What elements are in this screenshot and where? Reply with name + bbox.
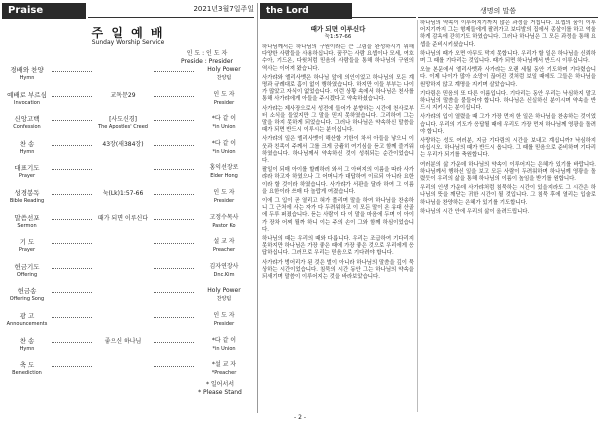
- order-item-title: 예배로 부르심: [7, 90, 47, 99]
- paragraph: 이에 그 입이 곧 열리고 혀가 풀리며 말을 하여 하나님을 찬송하니 그 근처에 사는 자가 다 두려워하고 이 모든 말이 온 유대 산골에 두루 퍼졌습니다. 듣는 사람이 다 이 말을 마음에 두며 이 아이가 장차 어찌 될까 하니 이는 주의 손이 그와 함께 하심이었습니다.: [262, 198, 414, 233]
- order-item: [4, 140, 256, 162]
- order-item-english: Offering: [16, 271, 38, 278]
- dot-leader: [52, 120, 92, 121]
- presider-en: Preside : Presider: [181, 58, 233, 65]
- dot-leader: [154, 71, 194, 72]
- paragraph: 하나님의 약속이 이루어지기까지 많은 과정을 거칩니다. 요셉의 꿈이 이루어지기까지 그는 형제들에게 팔려가고 보디발의 집에서 종살이를 하고 억울하게 감옥에 갇히기도 하였습니다. 그러나 하나님은 그 모든 과정을 통해 요셉을 준비시키셨습니다.: [420, 20, 596, 48]
- dot-leader: [52, 71, 92, 72]
- column-divider: [257, 3, 258, 413]
- order-item-english: Announcements: [6, 321, 48, 327]
- order-item-english: Offering Song: [9, 296, 45, 303]
- paragraph: 사가랴의 일은 엘리사벳이 해산할 기한이 차서 아들을 낳으니 이웃과 친족이 주께서 그를 크게 긍휼히 여기심을 듣고 함께 즐거워하였습니다. 하나님께서 약속하신 것이 성취되는 순간이었습니다.: [262, 136, 414, 165]
- order-item: [4, 214, 256, 236]
- order-item-leader: Holy Power: [207, 66, 241, 73]
- order-item-leader-english: Presider: [213, 198, 235, 204]
- order-item-leader: 김자연장사: [209, 262, 239, 270]
- order-item-leader: *다 같 이: [211, 336, 237, 344]
- header-rule: [352, 17, 416, 18]
- paragraph: 오늘 본문에서 엘리사벳과 사가랴는 오랜 세월 동안 기도하며 기다렸습니다. 이제 나이가 많아 소망이 끊어진 것처럼 보일 때에도 그들은 하나님을 원망하지 않고 계명을 지키며 살았습니다.: [420, 67, 596, 88]
- order-item-title: 찬 송: [19, 336, 35, 345]
- order-item: [4, 238, 256, 260]
- praise-header: Praise: [2, 3, 86, 19]
- order-item-content: 눅(Lk)1:57-66: [102, 190, 144, 197]
- paragraph: 여러분의 삶 가운데 하나님의 약속이 이루어지는 은혜가 있기를 바랍니다. 하나님께서 행하신 일을 보고 모든 사람이 두려워하며 하나님께 영광을 돌렸듯이 우리의 삶을 통해 하나님의 이름이 높임을 받기를 원합니다.: [420, 161, 596, 183]
- order-item-title: 말씀선포: [14, 213, 40, 222]
- dot-leader: [154, 96, 194, 97]
- paragraph: 기다림은 믿음의 또 다른 이름입니다. 기다리는 동안 우리는 낙심하지 말고 하나님의 말씀을 붙들어야 합니다. 하나님은 신실하신 분이시며 약속을 반드시 지키시는 분이십니다.: [420, 90, 596, 112]
- order-item-title: 광 고: [19, 312, 35, 320]
- order-item-content: 교독문29: [110, 91, 136, 99]
- order-item: [4, 164, 256, 186]
- order-item-english: Hymn: [19, 148, 35, 155]
- order-item-english: Invocation: [13, 99, 41, 106]
- order-item-leader: *설 교 자: [211, 361, 237, 369]
- order-item: [4, 312, 256, 334]
- column-divider: [417, 20, 418, 412]
- paragraph: 팔일이 되매 아이를 할례하러 와서 그 아버지의 이름을 따라 사가랴라 하고자 하였으나 그 어머니가 대답하여 이르되 아니라 요한이라 할 것이라 하였습니다. 사가랴가 서판을 달라 하여 그 이름을 요한이라 쓰매 다 놀랍게 여겼습니다.: [262, 167, 414, 195]
- word-of-life-title: 생명의 말씀: [479, 7, 517, 15]
- worship-subtitle: Sunday Worship Service: [91, 39, 165, 46]
- dot-leader: [154, 219, 194, 220]
- order-item-content: 좋으신 하나님: [104, 337, 142, 345]
- order-item-leader-english: Elder Hong: [210, 173, 238, 180]
- dot-leader: [154, 366, 194, 367]
- paragraph: 하나님의 시간 안에 우리의 삶이 올려드립니다.: [420, 208, 530, 215]
- order-item: [4, 337, 256, 359]
- paragraph: 사랑하는 성도 여러분, 지금 기다림의 시간을 보내고 계십니까? 낙심하지 마십시오. 하나님의 때가 반드시 옵니다. 그 때를 믿음으로 준비하며 기다리는 우리가 되기를 축원합니다.: [420, 138, 596, 159]
- word-of-life-text: [420, 20, 596, 412]
- dot-leader: [52, 342, 92, 343]
- presider-ko: 인 도 : 인 도 자: [186, 50, 228, 57]
- page-number: - 2 -: [294, 414, 306, 421]
- dot-leader: [52, 317, 92, 318]
- header-rule: [88, 17, 254, 18]
- order-item: [4, 189, 256, 211]
- order-item-title: 기 도: [19, 238, 35, 247]
- header-rule: [418, 17, 598, 18]
- order-item-english: Confession: [13, 124, 41, 131]
- order-item-english: Bible Reading: [9, 198, 45, 204]
- order-item-leader: 설 교 자: [213, 238, 235, 246]
- dot-leader: [52, 219, 92, 220]
- paragraph: 우리의 인생 가운데 사가랴처럼 침묵하는 시간이 있을지라도 그 시간은 하나님의 뜻을 깨닫는 귀한 시간이 될 것입니다. 그 침묵 후에 열리는 입술로 하나님을 찬양하는 은혜가 있기를 기도합니다.: [420, 185, 596, 206]
- order-item-leader: *다 같 이: [211, 115, 237, 123]
- dot-leader: [154, 292, 194, 293]
- dot-leader: [52, 268, 92, 269]
- dot-leader: [52, 145, 92, 146]
- order-item-title: 헌금기도: [14, 262, 40, 271]
- dot-leader: [154, 268, 194, 269]
- paragraph: 하나님께서는 하나님의 구원이라는 큰 그림을 완성하시기 위해 다양한 사람들을 사용하십니다. 꿈꾸는 사람 요셉이나 모세, 여호수아, 기드온, 다윗처럼 믿음의 사람들을 통해 하나님의 구원의 역사는 이어져 왔습니다.: [262, 44, 414, 72]
- standing-note: [190, 381, 250, 397]
- dot-leader: [154, 317, 194, 318]
- dot-leader: [154, 169, 194, 170]
- order-item: [4, 361, 256, 383]
- service-date: 2021년3월7일주일: [193, 5, 254, 13]
- order-item-leader-english: 찬양팀: [216, 296, 232, 303]
- order-item-leader: 홍익선장로: [209, 164, 239, 172]
- presider-line: [160, 50, 254, 66]
- sermon-text: [262, 44, 414, 412]
- dot-leader: [154, 342, 194, 343]
- order-item-leader: Holy Power: [207, 287, 241, 295]
- order-item-leader-english: *in Union: [212, 148, 236, 155]
- worship-title: 주 일 예 배: [91, 26, 165, 40]
- order-item-title: 신앙고백: [14, 115, 40, 124]
- dot-leader: [154, 194, 194, 195]
- paragraph: 하나님의 때는 우리의 때와 다릅니다. 우리는 조급하여 기다리지 못하지만 하나님은 가장 좋은 때에 가장 좋은 것으로 우리에게 응답하십니다. 그러므로 우리는 믿음으로 기다려야 합니다.: [262, 236, 414, 257]
- paragraph: 사가랴가 벙어리가 된 것은 벌이 아니라 하나님의 말씀을 깊이 묵상하는 시간이었습니다. 침묵의 시간 동안 그는 하나님의 약속을 되새기며 말씀이 이루어지는 것을 바라보았습니다.: [262, 259, 414, 281]
- dot-leader: [52, 292, 92, 293]
- order-item-content: 때가 되면 이루신다: [97, 214, 149, 222]
- order-item-leader: 인 도 자: [213, 90, 235, 98]
- order-item-leader: *다 같 이: [211, 139, 237, 147]
- the-lord-header: the Lord: [260, 3, 352, 19]
- order-item-english: Hymn: [19, 75, 35, 81]
- order-item-title: 경배와 찬양: [10, 66, 44, 74]
- order-item-leader-english: Dnc.Kim: [213, 271, 235, 278]
- order-item-content: [사도신경]: [109, 116, 137, 124]
- order-item: [4, 263, 256, 285]
- order-item-content-english: The Apostles' Creed: [98, 124, 148, 131]
- order-item-leader-english: *in Union: [212, 345, 236, 352]
- order-item-leader: 인 도 자: [213, 312, 235, 319]
- dot-leader: [52, 194, 92, 195]
- dot-leader: [52, 366, 92, 367]
- standing-en: * Please Stand: [198, 389, 242, 396]
- dot-leader: [52, 96, 92, 97]
- order-item-title: 축 도: [19, 361, 35, 370]
- paragraph: 사가랴와 엘리사벳은 하나님 앞에 의인이었고 하나님의 모든 계명과 규례대로 흠이 없이 행하였습니다. 하지만 이들 부부는 나이가 많았고 자식이 없었습니다. 이런 상황 속에서 하나님은 천사를 통해 사가랴에게 아들을 주시겠다고 약속하셨습니다.: [262, 74, 414, 103]
- order-item-english: Prayer: [18, 247, 36, 254]
- order-item-leader: 고정수목사: [209, 213, 239, 221]
- order-item-title: 대표기도: [14, 164, 40, 173]
- order-item: [4, 287, 256, 309]
- order-item-leader-english: Preacher: [212, 247, 236, 254]
- order-item-leader-english: Presider: [213, 321, 235, 327]
- order-item-leader-english: Pastor Ko: [212, 222, 236, 229]
- order-item-leader-english: 찬양팀: [216, 75, 232, 81]
- order-item-english: Prayer: [18, 173, 36, 180]
- order-item: [4, 115, 256, 137]
- order-item-leader-english: *Preacher: [211, 370, 237, 377]
- paragraph: 사가랴는 제사장으로서 성전에 들어가 분향하는 시간에 천사로부터 소식을 들었지만 그 말을 믿지 못하였습니다. 그리하여 그는 말을 하지 못하게 되었습니다. 그러나 하나님은 약속하신 말씀을 때가 되면 반드시 이루시는 분이십니다.: [262, 105, 414, 134]
- dot-leader: [154, 145, 194, 146]
- order-item-english: Hymn: [19, 345, 35, 352]
- order-item-content: 43장(새384장): [102, 140, 144, 148]
- dot-leader: [52, 169, 92, 170]
- order-item-title: 성경봉독: [14, 189, 40, 197]
- sermon-title: 때가 되면 이루신다: [310, 25, 366, 33]
- standing-ko: * 일어서서: [205, 381, 235, 388]
- dot-leader: [154, 120, 194, 121]
- paragraph: 하나님의 때가 오면 아무도 막지 못합니다. 우리가 할 일은 하나님을 신뢰하며 그 때를 기다리는 것입니다. 때가 되면 하나님께서 반드시 이루십니다.: [420, 50, 596, 65]
- order-item: [4, 66, 256, 88]
- order-item-title: 헌금송: [17, 287, 37, 296]
- order-item-leader: 인 도 자: [213, 189, 235, 196]
- dot-leader: [154, 243, 194, 244]
- sermon-reference: 눅1:57-66: [324, 34, 352, 40]
- paragraph: 사가랴의 입이 열렸을 때 그가 가장 먼저 한 일은 하나님을 찬송하는 것이었습니다. 우리의 기도가 응답될 때에 우리도 가장 먼저 하나님께 영광을 돌려야 합니다.: [420, 114, 596, 135]
- order-item-english: Sermon: [17, 222, 37, 229]
- order-item: [4, 91, 256, 113]
- order-item-leader-english: Presider: [213, 99, 235, 106]
- order-item-title: 찬 송: [19, 139, 35, 148]
- order-item-english: Benediction: [12, 370, 42, 377]
- dot-leader: [52, 243, 92, 244]
- order-item-leader-english: *in Union: [212, 124, 236, 131]
